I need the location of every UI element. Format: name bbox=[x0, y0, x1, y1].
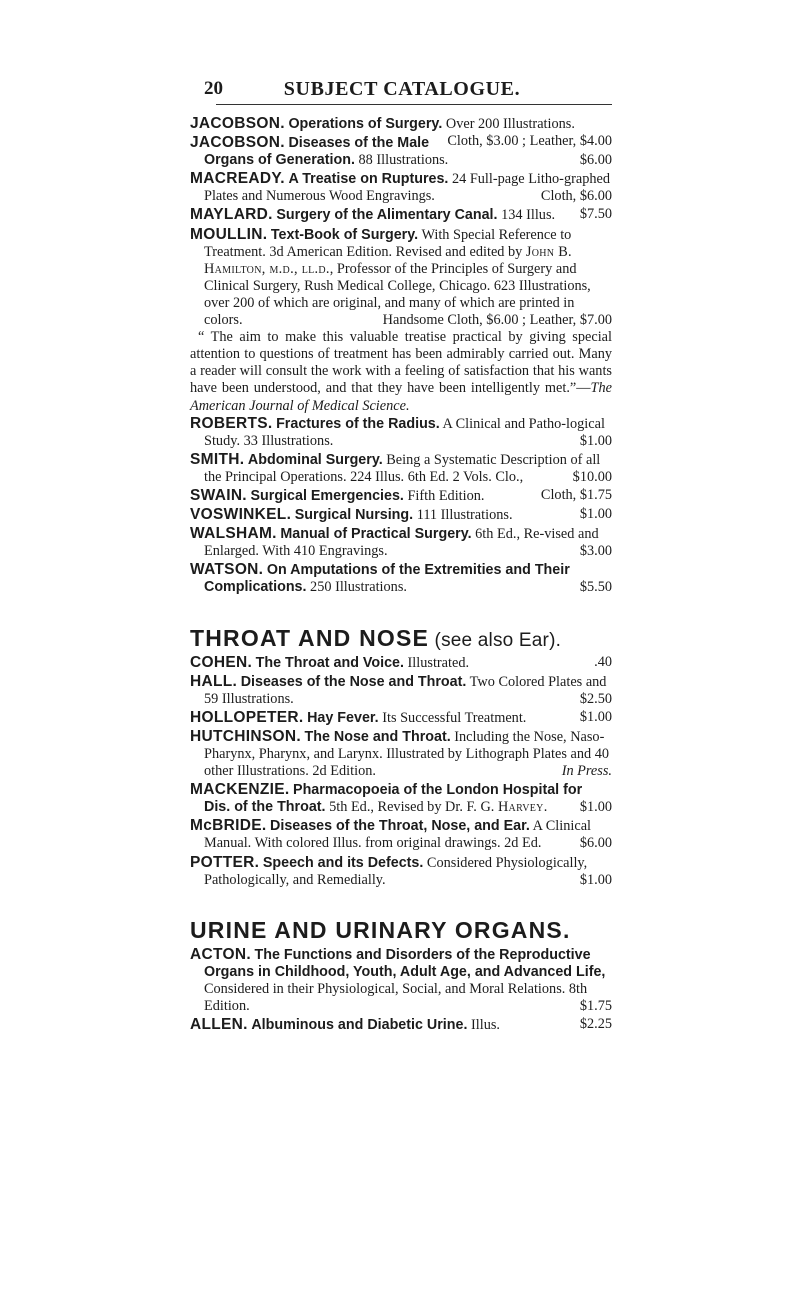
price: $2.50 bbox=[579, 690, 612, 707]
page-number: 20 bbox=[204, 78, 223, 99]
catalogue-entry: COHEN. The Throat and Voice. Illustrated. .40 bbox=[190, 653, 612, 671]
price: Cloth, $3.00 ; Leather, $4.00 bbox=[447, 133, 612, 150]
quote-source: The American Journal of Medical Science. bbox=[190, 380, 612, 414]
price: Handsome Cloth, $6.00 ; Leather, $7.00 bbox=[382, 312, 612, 329]
catalogue-entry: HOLLOPETER. Hay Fever. Its Successful Treatment. $1.00 bbox=[190, 708, 612, 726]
catalogue-entry: MACREADY. A Treatise on Ruptures. 24 Full-page Litho-graphed Plates and Numerous Wood Engravings. Cloth, $6.00 bbox=[190, 170, 612, 205]
catalogue-content bbox=[190, 115, 612, 1034]
header-rule bbox=[216, 104, 612, 105]
page-header bbox=[196, 78, 608, 104]
price: $3.00 bbox=[579, 543, 612, 560]
catalogue-entry: ROBERTS. Fractures of the Radius. A Clinical and Patho-logical Study. 33 Illustrations. $1.00 bbox=[190, 414, 612, 449]
page-title: SUBJECT CATALOGUE. bbox=[283, 78, 521, 100]
price: .40 bbox=[594, 653, 612, 670]
price: $10.00 bbox=[572, 468, 612, 485]
catalogue-entry: SWAIN. Surgical Emergencies. Fifth Edition. Cloth, $1.75 bbox=[190, 486, 612, 504]
catalogue-entry: POTTER. Speech and its Defects. Considered Physiologically, Pathologically, and Remedially. $1.00 bbox=[190, 853, 612, 888]
catalogue-entry: WALSHAM. Manual of Practical Surgery. 6th Ed., Re-vised and Enlarged. With 410 Engravings. $3.00 bbox=[190, 525, 612, 560]
price: $1.00 bbox=[579, 799, 612, 816]
price: $6.00 bbox=[579, 152, 612, 169]
catalogue-entry: MOULLIN. Text-Book of Surgery. With Special Reference to Treatment. 3d American Edition. Revised and edited by John B. Hamilton, m.d., ll.d., Professor of the Principles of Surgery and Clinical Surgery, Rush Medical College, Chicago. 623 Illustrations, over 200 of which are original, and many of which are printed in colors. Handsome Cloth, $6.00 ; Leather, $7.00 bbox=[190, 225, 612, 329]
catalogue-entry: VOSWINKEL. Surgical Nursing. 111 Illustrations. $1.00 bbox=[190, 506, 612, 524]
price: Cloth, $6.00 bbox=[540, 188, 612, 205]
price: $2.25 bbox=[579, 1016, 612, 1033]
catalogue-entry: MACKENZIE. Pharmacopoeia of the London Hospital for Dis. of the Throat. 5th Ed., Revised by Dr. F. G. Harvey. $1.00 bbox=[190, 781, 612, 816]
price: $5.50 bbox=[579, 579, 612, 596]
catalogue-entry: ACTON. The Functions and Disorders of the Reproductive Organs in Childhood, Youth, Adult Age, and Advanced Life, Considered in their Physiological, Social, and Moral Relations. 8th Edition. $1.75 bbox=[190, 945, 612, 1015]
throat-list bbox=[190, 654, 612, 889]
price: Cloth, $1.75 bbox=[540, 486, 612, 503]
section-heading-throat-and-nose: THROAT AND NOSE (see also Ear). bbox=[190, 624, 562, 651]
in-press-note: In Press. bbox=[561, 763, 612, 780]
catalogue-entry: JACOBSON. Operations of Surgery. Over 200 Illustrations. Cloth, $3.00 ; Leather, $4.00 bbox=[190, 115, 612, 150]
catalogue-entry: HUTCHINSON. The Nose and Throat. Including the Nose, Naso-Pharynx, Pharynx, and Larynx. Illustrated by Lithograph Plates and 40 other Illustrations. 2d Edition. In Press. bbox=[190, 727, 612, 780]
surgery-list bbox=[190, 115, 612, 597]
price: $7.50 bbox=[579, 206, 612, 223]
catalogue-entry: JACOBSON. Diseases of the Male Organs of Generation. 88 Illustrations. $6.00 bbox=[190, 134, 612, 169]
price: $1.00 bbox=[579, 708, 612, 725]
urine-list bbox=[190, 946, 612, 1034]
price: $1.00 bbox=[579, 871, 612, 888]
price: $1.75 bbox=[579, 998, 612, 1015]
catalogue-entry: WATSON. On Amputations of the Extremities and Their Complications. 250 Illustrations. $5.50 bbox=[190, 561, 612, 596]
section-heading-urine: URINE AND URINARY ORGANS. bbox=[190, 916, 571, 943]
review-quote: “ The aim to make this valuable treatise practical by giving special attention to questions of treatment has been admirably carried out. Many a reader will consult the work with a feeling of satisfaction that his wants have been understood, and that they have been intelligently met.”—The American Journal of Medical Science. bbox=[190, 329, 612, 414]
catalogue-entry: SMITH. Abdominal Surgery. Being a Systematic Description of all the Principal Operations. 224 Illus. 6th Ed. 2 Vols. Clo., $10.00 bbox=[190, 450, 612, 485]
catalogue-entry: ALLEN. Albuminous and Diabetic Urine. Illus. $2.25 bbox=[190, 1016, 612, 1034]
price: $1.00 bbox=[579, 432, 612, 449]
catalogue-entry: MAYLARD. Surgery of the Alimentary Canal. 134 Illus. $7.50 bbox=[190, 206, 612, 224]
catalogue-entry: McBRIDE. Diseases of the Throat, Nose, and Ear. A Clinical Manual. With colored Illus. from original drawings. 2d Ed. $6.00 bbox=[190, 817, 612, 852]
price: $6.00 bbox=[579, 835, 612, 852]
catalogue-entry: HALL. Diseases of the Nose and Throat. Two Colored Plates and 59 Illustrations. $2.50 bbox=[190, 672, 612, 707]
price: $1.00 bbox=[579, 506, 612, 523]
